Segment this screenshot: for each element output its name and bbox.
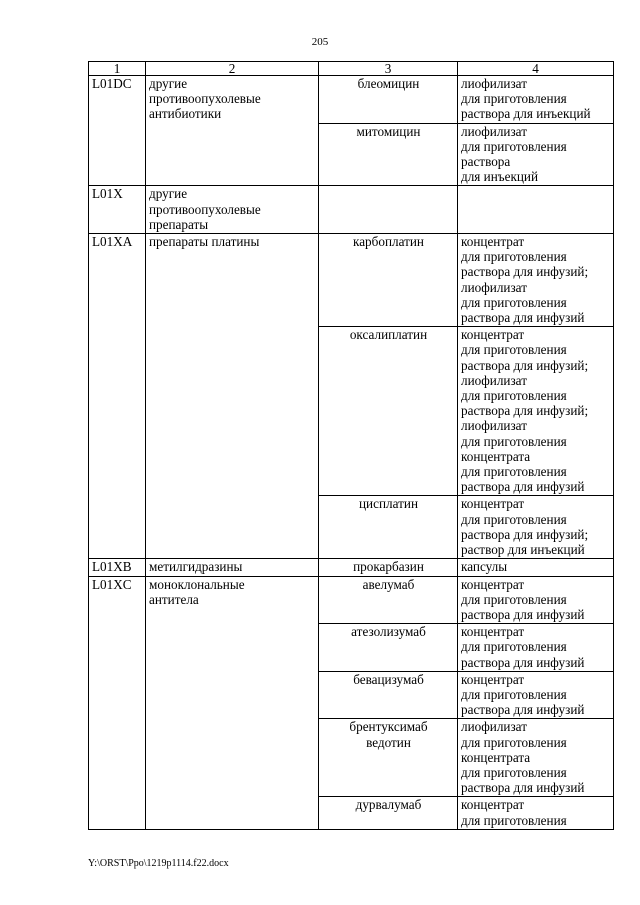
group-name: другие противоопухолевые антибиотики xyxy=(146,76,319,186)
table-row xyxy=(89,76,614,124)
dosage-form: концентрат для приготовления раствора для инфузий xyxy=(458,624,614,672)
dosage-form: концентрат для приготовления раствора для инфузий xyxy=(458,671,614,719)
drug-name: атезолизумаб xyxy=(319,624,458,672)
dosage-form: концентрат для приготовления раствора для инфузий; лиофилизат для приготовления раствора для инфузий xyxy=(458,234,614,327)
atc-code: L01DC xyxy=(89,76,146,186)
table-row xyxy=(89,186,614,234)
column-header: 3 xyxy=(319,62,458,76)
column-header: 4 xyxy=(458,62,614,76)
drug-name: цисплатин xyxy=(319,496,458,559)
drug-name xyxy=(319,186,458,234)
atc-code: L01XC xyxy=(89,576,146,829)
dosage-form: концентрат для приготовления раствора для инфузий xyxy=(458,576,614,624)
page-number: 205 xyxy=(311,36,329,48)
drug-name: оксалиплатин xyxy=(319,327,458,496)
group-name: другие противоопухолевые препараты xyxy=(146,186,319,234)
drug-table xyxy=(88,61,614,830)
drug-name: прокарбазин xyxy=(319,559,458,576)
file-path-footer: Y:\ORST\Ppo\1219p1114.f22.docx xyxy=(88,858,229,869)
atc-code: L01XB xyxy=(89,559,146,576)
dosage-form: капсулы xyxy=(458,559,614,576)
drug-name: бевацизумаб xyxy=(319,671,458,719)
table-row xyxy=(89,559,614,576)
table-header-row xyxy=(89,62,614,76)
dosage-form: концентрат для приготовления раствора для инфузий; лиофилизат для приготовления раствора для инфузий; лиофилизат для приготовления концентрата для приготовления раствора для инфузий xyxy=(458,327,614,496)
column-header: 1 xyxy=(89,62,146,76)
group-name: препараты платины xyxy=(146,234,319,559)
drug-name: брентуксимаб ведотин xyxy=(319,719,458,797)
dosage-form: лиофилизат для приготовления раствора для инъекций xyxy=(458,76,614,124)
dosage-form xyxy=(458,186,614,234)
drug-name: дурвалумаб xyxy=(319,797,458,829)
dosage-form: лиофилизат для приготовления раствора для инъекций xyxy=(458,123,614,186)
table-row xyxy=(89,234,614,327)
drug-name: блеомицин xyxy=(319,76,458,124)
dosage-form: концентрат для приготовления раствора для инфузий; раствор для инъекций xyxy=(458,496,614,559)
drug-name: карбоплатин xyxy=(319,234,458,327)
column-header: 2 xyxy=(146,62,319,76)
drug-name: митомицин xyxy=(319,123,458,186)
group-name: моноклональные антитела xyxy=(146,576,319,829)
group-name: метилгидразины xyxy=(146,559,319,576)
dosage-form: лиофилизат для приготовления концентрата для приготовления раствора для инфузий xyxy=(458,719,614,797)
atc-code: L01X xyxy=(89,186,146,234)
dosage-form: концентрат для приготовления xyxy=(458,797,614,829)
table-row xyxy=(89,576,614,624)
atc-code: L01XA xyxy=(89,234,146,559)
drug-name: авелумаб xyxy=(319,576,458,624)
